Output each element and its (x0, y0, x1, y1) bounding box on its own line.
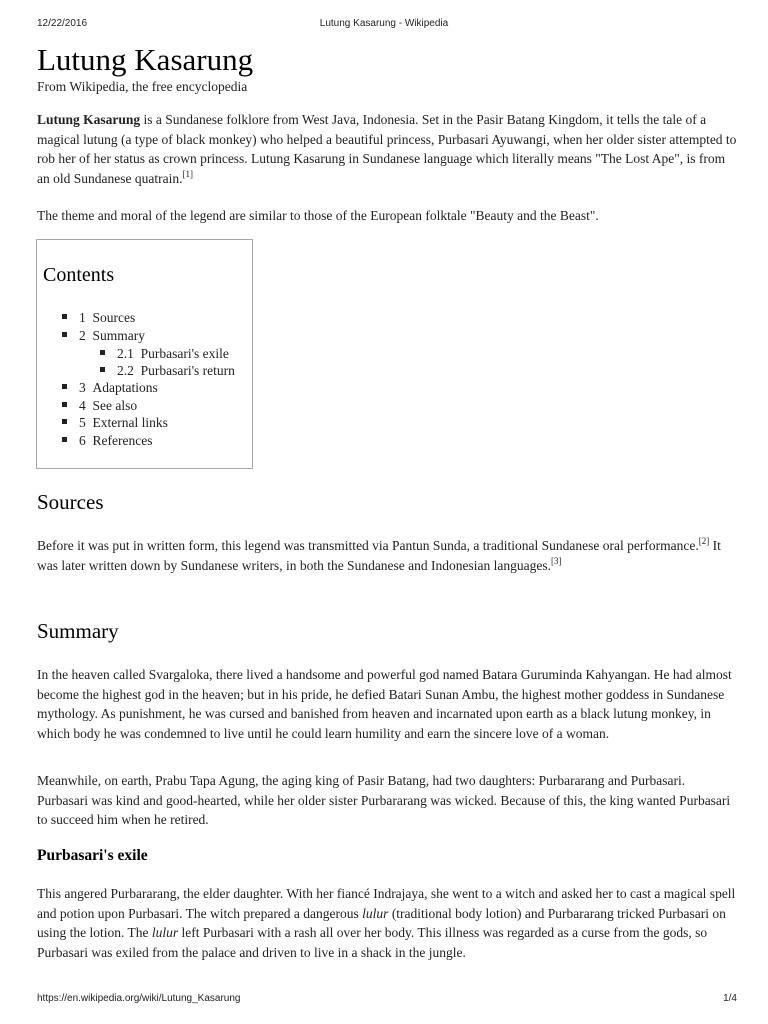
table-of-contents (36, 239, 253, 469)
ref-link-3[interactable]: [3] (551, 555, 562, 566)
toc-item-label: External links (92, 415, 168, 430)
intro-bold-term: Lutung Kasarung (37, 112, 141, 127)
toc-item-label: See also (92, 398, 138, 413)
exile-italic-1: lulur (362, 905, 389, 921)
ref-link-2[interactable]: [2] (698, 536, 710, 546)
summary-text-1: In the heaven called Svargaloka, there lived a handsome and powerful god named Batara Guruminda Kahyangan. He had almost become the highest god in the heaven; but in his pride, he defied Batari Sunan Ambu, the highest mother goddess in Sundanese mythology. As punishment, he was cursed and banished from heaven and incarnated upon earth as a black lutung monkey, in which body he was condemned to live until he could learn humility and earn the sincere love of a woman. (37, 667, 732, 741)
print-url: https://en.wikipedia.org/wiki/Lutung_Kasarung (37, 993, 241, 1004)
sources-paragraph (37, 536, 737, 575)
sources-text-a: Before it was put in written form, this legend was transmitted via Pantun Sunda, a traditional Sundanese oral performance. (37, 538, 699, 553)
toc-item-purbasaris-exile[interactable] (100, 345, 229, 363)
summary-paragraph-1 (37, 665, 737, 743)
summary-paragraph-2 (37, 771, 737, 830)
toc-item-see-also[interactable] (62, 397, 137, 415)
toc-title: Contents (43, 264, 115, 286)
toc-item-purbasaris-return[interactable] (100, 362, 235, 380)
toc-item-label: Adaptations (92, 380, 158, 395)
toc-item-number: 1 (79, 310, 86, 325)
sources-heading: Sources (37, 490, 104, 514)
toc-item-external-links[interactable] (62, 414, 168, 432)
toc-item-references[interactable] (62, 432, 152, 450)
toc-item-summary[interactable] (62, 327, 145, 345)
theme-paragraph (37, 206, 737, 226)
page-title: Lutung Kasarung (37, 42, 254, 77)
toc-item-number: 2.1 (117, 346, 134, 361)
exile-text-1: This angered Purbararang, the elder daughter. With her fiancé Indrajaya, she went to a witch and asked her to cast a magical spell and potion upon Purbasari. The witch prepared a dangerous (37, 886, 736, 921)
toc-item-number: 4 (79, 398, 86, 413)
exile-paragraph (37, 884, 737, 962)
toc-item-label: References (92, 433, 153, 448)
exile-text-3: left Purbasari with a rash all over her body. This illness was regarded as a curse from the gods, so Purbasari was exiled from the palace and driven to live in a shack in the jungle. (37, 925, 708, 960)
bullet-icon (100, 350, 105, 355)
bullet-icon (100, 367, 105, 372)
toc-item-label: Purbasari's exile (140, 346, 229, 361)
toc-item-number: 2.2 (117, 363, 134, 378)
toc-item-label: Purbasari's return (140, 363, 235, 378)
intro-text: is a Sundanese folklore from West Java, Indonesia. Set in the Pasir Batang Kingdom, it tells the tale of a magical lutung (a type of black monkey) who helped a beautiful princess, Purbasari Ayuwangi, when her older sister attempted to rob her of her status as crown princess. Lutung Kasarung in Sundanese language which literally means "The Lost Ape", is from an old Sundanese quatrain. (37, 112, 737, 186)
bullet-icon (62, 314, 67, 319)
page-tagline: From Wikipedia, the free encyclopedia (37, 79, 248, 94)
print-page-title: Lutung Kasarung - Wikipedia (319, 18, 449, 29)
toc-item-adaptations[interactable] (62, 379, 158, 397)
summary-text-2: Meanwhile, on earth, Prabu Tapa Agung, the aging king of Pasir Batang, had two daughters: Purbararang and Purbasari. Purbasari was kind and good-hearted, while her older sister Purbararang was wicked. Because of this, the king wanted Purbasari to succeed him when he retired. (37, 773, 731, 827)
toc-item-number: 2 (79, 328, 86, 343)
toc-item-sources[interactable] (62, 309, 135, 327)
toc-item-label: Summary (92, 328, 145, 343)
ref-link-1[interactable]: [1] (182, 168, 193, 179)
print-date: 12/22/2016 (37, 18, 88, 29)
sources-text-b: It was later written down by Sundanese writers, in both the Sundanese and Indonesian languages. (37, 538, 721, 573)
toc-item-number: 3 (79, 380, 86, 395)
exile-italic-2: lulur (151, 925, 179, 940)
toc-item-label: Sources (92, 310, 136, 325)
exile-heading: Purbasari's exile (37, 847, 148, 864)
exile-text-2: (traditional body lotion) and Purbararang tricked Purbasari on using the lotion. The (37, 905, 726, 940)
toc-item-number: 6 (79, 433, 86, 448)
theme-text: The theme and moral of the legend are similar to those of the European folktale "Beauty and the Beast". (37, 208, 599, 223)
bullet-icon (62, 437, 67, 442)
toc-item-number: 5 (79, 415, 86, 430)
summary-heading: Summary (37, 619, 119, 643)
bullet-icon (62, 384, 67, 389)
bullet-icon (62, 332, 67, 337)
bullet-icon (62, 419, 67, 424)
intro-paragraph (37, 110, 737, 188)
bullet-icon (62, 402, 67, 407)
print-page-number: 1/4 (723, 993, 737, 1004)
